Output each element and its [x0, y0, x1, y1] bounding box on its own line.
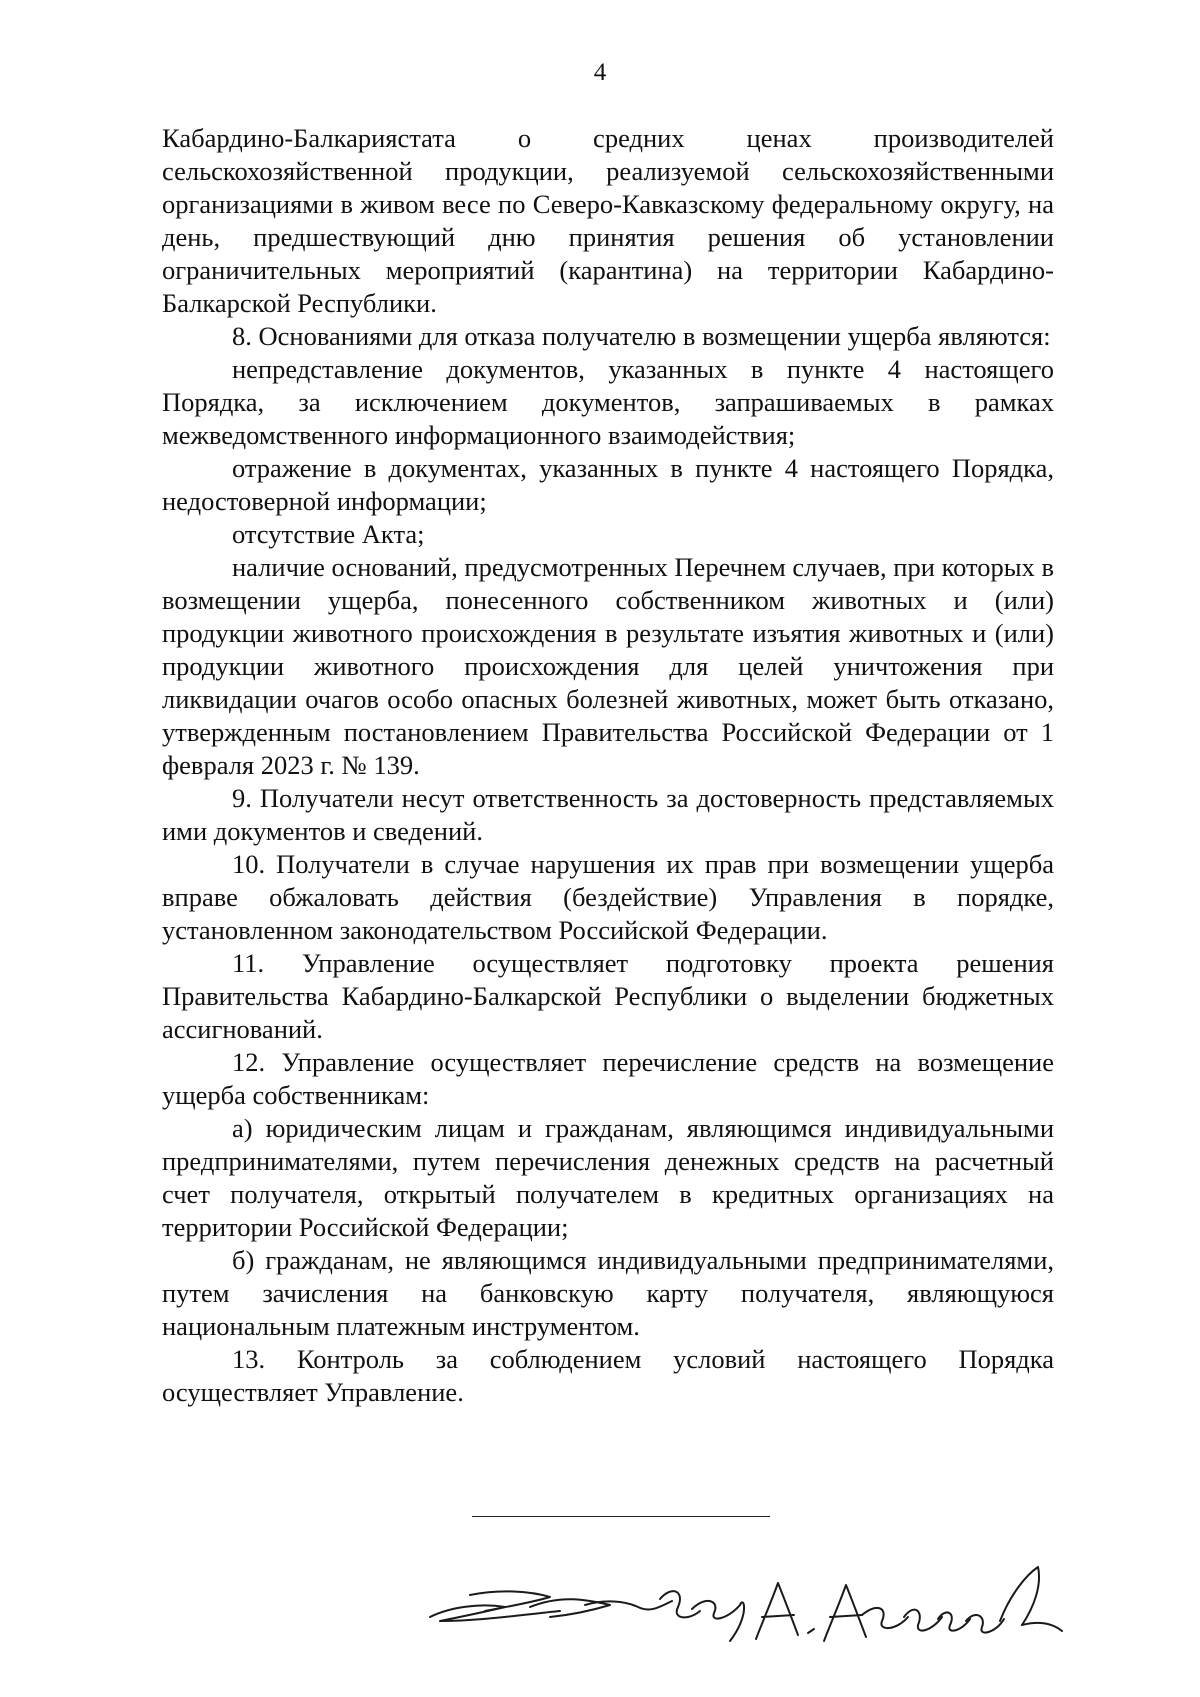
- paragraph-item-10: 10. Получатели в случае нарушения их прав при возмещении ущерба вправе обжаловать действия (бездействие) Управления в порядке, установленном законодательством Российской Федерации.: [162, 849, 1054, 945]
- paragraph-item-12-b: б) гражданам, не являющимся индивидуальными предпринимателями, путем зачисления на банковскую карту получателя, являющуюся национальным платежным инструментом.: [162, 1245, 1054, 1341]
- paragraph-continuation: Кабардино-Балкариястата о средних ценах производителей сельскохозяйственной продукции, реализуемой сельскохозяйственными организациями в живом весе по Северо-Кавказскому федеральному округу, на день, предшествующий дню принятия решения об установлении ограничительных мероприятий (карантина) на территории Кабардино-Балкарской Республики.: [162, 123, 1054, 318]
- paragraph-refusal-ground-1: непредставление документов, указанных в пункте 4 настоящего Порядка, за исключением документов, запрашиваемых в рамках межведомственного информационного взаимодействия;: [162, 354, 1054, 450]
- paragraph-item-13: 13. Контроль за соблюдением условий настоящего Порядка осуществляет Управление.: [162, 1344, 1054, 1407]
- paragraph-item-11: 11. Управление осуществляет подготовку проекта решения Правительства Кабардино-Балкарской Республики о выделении бюджетных ассигнований.: [162, 948, 1054, 1044]
- paragraph-item-9: 9. Получатели несут ответственность за достоверность представляемых ими документов и сведений.: [162, 783, 1054, 846]
- document-body: [162, 122, 1054, 1409]
- paragraph-item-8: 8. Основаниями для отказа получателю в возмещении ущерба являются:: [232, 321, 1051, 351]
- handwritten-signature: [410, 1555, 1070, 1665]
- page-number: 4: [593, 59, 607, 86]
- paragraph-refusal-ground-3: отсутствие Акта;: [232, 519, 425, 549]
- paragraph-refusal-ground-4: наличие оснований, предусмотренных Перечнем случаев, при которых в возмещении ущерба, понесенного собственником животных и (или) продукции животного происхождения в результате изъятия животных и (или) продукции животного происхождения для целей уничтожения при ликвидации очагов особо опасных болезней животных, может быть отказано, утвержденным постановлением Правительства Российской Федерации от 1 февраля 2023 г. № 139.: [162, 552, 1054, 780]
- paragraph-item-12-a: а) юридическим лицам и гражданам, являющимся индивидуальными предпринимателями, путем перечисления денежных средств на расчетный счет получателя, открытый получателем в кредитных организациях на территории Российской Федерации;: [162, 1113, 1054, 1242]
- closing-divider-line: [472, 1516, 770, 1517]
- paragraph-refusal-ground-2: отражение в документах, указанных в пункте 4 настоящего Порядка, недостоверной информации;: [162, 453, 1054, 516]
- paragraph-item-12: 12. Управление осуществляет перечисление средств на возмещение ущерба собственникам:: [162, 1047, 1054, 1110]
